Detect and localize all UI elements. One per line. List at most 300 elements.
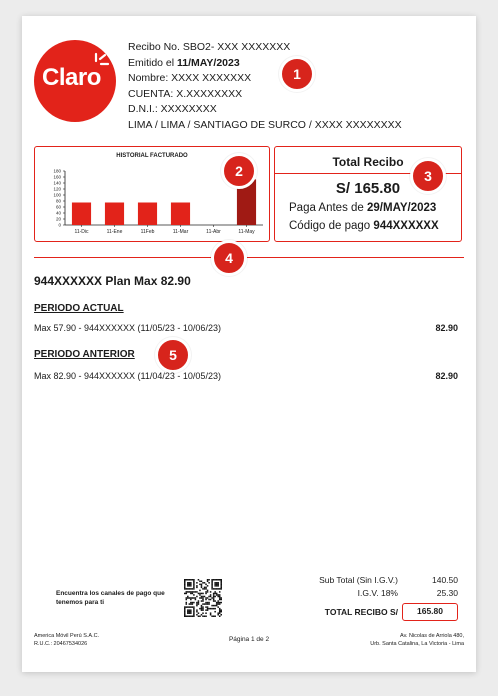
qr-module (220, 614, 222, 616)
qr-module (213, 596, 215, 598)
chart-bar (138, 203, 157, 226)
qr-module (186, 591, 188, 593)
y-tick-label: 60 (55, 204, 61, 210)
qr-module (202, 588, 204, 590)
qr-module (213, 588, 215, 590)
qr-module (216, 602, 218, 604)
qr-module (204, 603, 206, 605)
y-tick-label: 180 (53, 168, 61, 174)
qr-module (199, 594, 201, 596)
qr-module (189, 606, 191, 608)
qr-module (190, 582, 192, 584)
qr-module (196, 605, 198, 607)
qr-module (214, 588, 216, 590)
qr-module (220, 585, 222, 587)
qr-module (202, 606, 204, 608)
qr-module (190, 599, 192, 601)
qr-module (190, 606, 192, 608)
qr-module (187, 585, 189, 587)
qr-module (186, 602, 188, 604)
chart-title: HISTORIAL FACTURADO (116, 153, 188, 159)
qr-module (193, 585, 195, 587)
qr-module (205, 603, 207, 605)
qr-module (199, 615, 201, 617)
qr-module (207, 585, 209, 587)
qr-module (186, 597, 188, 599)
qr-module (207, 591, 209, 593)
qr-module (193, 581, 195, 583)
qr-module (205, 584, 207, 586)
qr-module (214, 611, 216, 613)
y-tick-label: 140 (53, 180, 61, 186)
qr-module (204, 587, 206, 589)
grand-total-row: TOTAL RECIBO S/ 165.80 (298, 603, 458, 621)
qr-module (193, 597, 195, 599)
qr-module (195, 599, 197, 601)
qr-module (187, 579, 189, 581)
qr-module (205, 588, 207, 590)
qr-module (187, 582, 189, 584)
qr-module (219, 615, 221, 617)
qr-module (201, 596, 203, 598)
qr-module (208, 603, 210, 605)
x-tick-label: 11-May (238, 229, 255, 235)
y-tick-label: 160 (53, 174, 61, 180)
qr-module (189, 585, 191, 587)
qr-module (193, 591, 195, 593)
qr-module (211, 605, 213, 607)
qr-module (193, 602, 195, 604)
qr-module (198, 612, 200, 614)
qr-module (207, 590, 209, 592)
qr-module (204, 588, 206, 590)
qr-module (190, 597, 192, 599)
qr-module (214, 596, 216, 598)
qr-module (214, 582, 216, 584)
qr-module (204, 615, 206, 617)
qr-module (216, 588, 218, 590)
grand-total-value: 165.80 (402, 603, 458, 621)
qr-module (186, 606, 188, 608)
qr-module (192, 602, 194, 604)
qr-module (202, 600, 204, 602)
qr-module (184, 611, 186, 613)
qr-module (193, 588, 195, 590)
qr-module (190, 593, 192, 595)
qr-module (219, 597, 221, 599)
qr-module (184, 579, 186, 581)
qr-module (193, 611, 195, 613)
qr-module (211, 587, 213, 589)
qr-module (210, 612, 212, 614)
qr-module (190, 609, 192, 611)
qr-module (190, 588, 192, 590)
qr-module (216, 579, 218, 581)
qr-module (217, 582, 219, 584)
account-number: CUENTA: X.XXXXXXXX (128, 87, 243, 100)
qr-module (205, 602, 207, 604)
x-tick-label: 11-Dic (74, 229, 89, 235)
qr-module (211, 597, 213, 599)
qr-module (210, 591, 212, 593)
plan-title: 944XXXXXX Plan Max 82.90 (34, 274, 191, 288)
qr-module (211, 588, 213, 590)
qr-module (201, 600, 203, 602)
qr-module (184, 593, 186, 595)
qr-module (217, 612, 219, 614)
qr-module (184, 608, 186, 610)
qr-module (220, 609, 222, 611)
qr-module (189, 597, 191, 599)
qr-module (186, 593, 188, 595)
qr-module (219, 588, 221, 590)
previous-period-heading: PERIODO ANTERIOR (34, 349, 135, 360)
qr-module (210, 599, 212, 601)
payment-code-row: Código de pago 944XXXXXX (289, 220, 439, 232)
qr-module (201, 585, 203, 587)
qr-module (214, 579, 216, 581)
qr-module (189, 579, 191, 581)
qr-module (196, 602, 198, 604)
qr-code-icon[interactable] (184, 579, 222, 617)
qr-module (187, 588, 189, 590)
qr-module (213, 608, 215, 610)
due-date-row: Paga Antes de 29/MAY/2023 (289, 202, 437, 214)
qr-module (199, 608, 201, 610)
qr-module (201, 584, 203, 586)
qr-module (211, 579, 213, 581)
issue-date: Emitido el 11/MAY/2023 (128, 56, 240, 69)
qr-module (186, 603, 188, 605)
qr-module (196, 591, 198, 593)
qr-module (217, 600, 219, 602)
qr-module (220, 597, 222, 599)
qr-module (192, 579, 194, 581)
qr-module (186, 588, 188, 590)
current-period-line (34, 323, 458, 333)
qr-module (219, 596, 221, 598)
receipt-page (22, 16, 476, 672)
qr-module (201, 587, 203, 589)
qr-module (219, 579, 221, 581)
marker-3: 3 (410, 158, 446, 194)
qr-module (198, 579, 200, 581)
qr-module (208, 579, 210, 581)
qr-module (217, 614, 219, 616)
qr-module (201, 593, 203, 595)
qr-module (184, 585, 186, 587)
qr-module (186, 615, 188, 617)
qr-module (201, 606, 203, 608)
qr-module (196, 611, 198, 613)
qr-module (198, 593, 200, 595)
qr-module (184, 588, 186, 590)
total-title: Total Recibo (332, 155, 404, 169)
qr-module (211, 582, 213, 584)
qr-module (219, 611, 221, 613)
y-tick-label: 120 (53, 186, 61, 192)
qr-module (189, 609, 191, 611)
qr-module (184, 609, 186, 611)
qr-module (202, 596, 204, 598)
qr-module (220, 611, 222, 613)
qr-module (190, 584, 192, 586)
qr-module (216, 593, 218, 595)
qr-module (219, 594, 221, 596)
qr-module (207, 602, 209, 604)
current-period-heading: PERIODO ACTUAL (34, 303, 124, 314)
y-tick-label: 40 (55, 210, 61, 216)
qr-module (193, 606, 195, 608)
total-amount: S/ 165.80 (335, 180, 401, 197)
subtotal-row: Sub Total (Sin I.G.V.) 140.50 (319, 574, 458, 585)
qr-module (211, 581, 213, 583)
qr-module (193, 579, 195, 581)
qr-module (189, 584, 191, 586)
qr-module (210, 614, 212, 616)
qr-module (213, 597, 215, 599)
qr-module (219, 603, 221, 605)
qr-module (193, 584, 195, 586)
qr-module (214, 615, 216, 617)
qr-module (196, 609, 198, 611)
qr-module (189, 615, 191, 617)
qr-module (192, 591, 194, 593)
qr-module (208, 608, 210, 610)
qr-module (198, 615, 200, 617)
qr-module (205, 606, 207, 608)
qr-module (220, 582, 222, 584)
qr-module (207, 609, 209, 611)
qr-module (192, 588, 194, 590)
x-tick-label: 11-Abr (206, 229, 221, 235)
y-tick-label: 20 (55, 216, 61, 222)
qr-module (211, 584, 213, 586)
qr-module (189, 591, 191, 593)
marker-1: 1 (279, 56, 315, 92)
previous-period-amount: 82.90 (435, 371, 458, 381)
qr-module (214, 593, 216, 595)
totals-summary (298, 573, 458, 621)
qr-module (193, 587, 195, 589)
y-tick-label: 0 (58, 222, 61, 228)
qr-module (201, 609, 203, 611)
qr-module (217, 596, 219, 598)
qr-module (190, 591, 192, 593)
qr-module (196, 596, 198, 598)
qr-module (190, 611, 192, 613)
qr-module (195, 597, 197, 599)
qr-module (187, 612, 189, 614)
qr-module (214, 591, 216, 593)
qr-module (184, 582, 186, 584)
qr-module (186, 599, 188, 601)
qr-module (198, 603, 200, 605)
qr-module (220, 588, 222, 590)
qr-module (186, 579, 188, 581)
qr-module (184, 581, 186, 583)
qr-module (217, 579, 219, 581)
qr-module (201, 597, 203, 599)
qr-module (202, 582, 204, 584)
qr-module (202, 609, 204, 611)
qr-module (201, 581, 203, 583)
payment-channels-text: Encuentra los canales de pago que tenemos para ti (56, 590, 165, 606)
qr-module (190, 615, 192, 617)
qr-module (187, 591, 189, 593)
qr-module (193, 594, 195, 596)
qr-module (220, 581, 222, 583)
qr-module (207, 579, 209, 581)
qr-module (192, 606, 194, 608)
qr-module (217, 602, 219, 604)
qr-module (217, 585, 219, 587)
qr-module (220, 602, 222, 604)
qr-module (214, 605, 216, 607)
qr-module (189, 582, 191, 584)
qr-module (184, 612, 186, 614)
qr-module (193, 609, 195, 611)
qr-module (214, 585, 216, 587)
qr-module (208, 602, 210, 604)
qr-module (202, 615, 204, 617)
qr-module (192, 615, 194, 617)
logo-text: Claro (42, 64, 101, 91)
marker-5: 5 (155, 337, 191, 373)
qr-module (216, 582, 218, 584)
qr-module (193, 612, 195, 614)
qr-module (199, 597, 201, 599)
qr-module (190, 579, 192, 581)
qr-module (189, 603, 191, 605)
qr-module (198, 602, 200, 604)
qr-module (187, 615, 189, 617)
qr-module (202, 608, 204, 610)
qr-module (217, 594, 219, 596)
qr-module (213, 605, 215, 607)
chart-bar (105, 203, 124, 226)
qr-module (207, 581, 209, 583)
qr-module (184, 614, 186, 616)
qr-module (213, 579, 215, 581)
qr-module (210, 608, 212, 610)
qr-module (213, 600, 215, 602)
qr-module (208, 582, 210, 584)
qr-module (204, 596, 206, 598)
qr-module (219, 599, 221, 601)
qr-module (208, 596, 210, 598)
qr-module (187, 611, 189, 613)
qr-module (205, 599, 207, 601)
current-period-amount: 82.90 (435, 323, 458, 333)
qr-module (213, 599, 215, 601)
qr-module (205, 612, 207, 614)
qr-module (211, 615, 213, 617)
qr-module (193, 615, 195, 617)
page-number: Página 1 de 2 (228, 636, 270, 643)
qr-module (205, 591, 207, 593)
qr-module (220, 599, 222, 601)
qr-module (205, 609, 207, 611)
qr-module (214, 600, 216, 602)
qr-module (187, 609, 189, 611)
qr-module (213, 594, 215, 596)
qr-module (199, 593, 201, 595)
qr-module (190, 585, 192, 587)
qr-module (187, 584, 189, 586)
qr-module (187, 597, 189, 599)
qr-module (207, 603, 209, 605)
customer-name: Nombre: XXXX XXXXXXX (128, 72, 252, 84)
qr-module (190, 612, 192, 614)
qr-module (189, 588, 191, 590)
qr-module (207, 597, 209, 599)
chart-bar (72, 203, 91, 226)
qr-module (216, 603, 218, 605)
qr-module (216, 585, 218, 587)
previous-period-line (34, 371, 458, 381)
qr-module (220, 587, 222, 589)
qr-module (184, 606, 186, 608)
qr-module (196, 603, 198, 605)
x-tick-label: 11Feb (140, 229, 155, 235)
qr-module (192, 593, 194, 595)
qr-module (207, 608, 209, 610)
previous-period-desc: Max 82.90 - 944XXXXXX (11/04/23 - 10/05/23) (34, 371, 221, 381)
qr-module (193, 614, 195, 616)
qr-module (184, 587, 186, 589)
qr-module (211, 585, 213, 587)
qr-module (202, 603, 204, 605)
qr-module (196, 585, 198, 587)
qr-module (214, 608, 216, 610)
qr-module (196, 614, 198, 616)
dni-number: D.N.I.: XXXXXXXX (128, 103, 217, 115)
footer-company: America Móvil Perú S.A.C. R.U.C.: 20467534026 (34, 633, 100, 647)
section-divider (34, 257, 464, 258)
qr-module (217, 606, 219, 608)
qr-module (205, 587, 207, 589)
qr-module (217, 603, 219, 605)
qr-module (208, 599, 210, 601)
qr-module (219, 608, 221, 610)
claro-logo (34, 40, 116, 122)
logo-rays-icon (90, 52, 110, 74)
y-tick-label: 100 (53, 192, 61, 198)
qr-module (199, 590, 201, 592)
qr-module (202, 593, 204, 595)
current-period-desc: Max 57.90 - 944XXXXXX (11/05/23 - 10/06/23) (34, 323, 221, 333)
receipt-number: Recibo No. SBO2- XXX XXXXXXX (128, 41, 291, 53)
qr-module (187, 606, 189, 608)
qr-module (202, 599, 204, 601)
qr-module (216, 605, 218, 607)
marker-4: 4 (211, 240, 247, 276)
qr-module (199, 584, 201, 586)
x-tick-label: 11-Mar (172, 229, 189, 235)
qr-module (210, 594, 212, 596)
qr-module (220, 579, 222, 581)
customer-address: LIMA / LIMA / SANTIAGO DE SURCO / XXXX XXXXXXXX (128, 118, 402, 131)
qr-module (187, 596, 189, 598)
qr-module (190, 603, 192, 605)
x-tick-label: 11-Ene (106, 229, 123, 235)
marker-2: 2 (221, 153, 257, 189)
qr-module (192, 597, 194, 599)
qr-module (196, 582, 198, 584)
qr-module (193, 582, 195, 584)
footer-address: Av. Nicolas de Arriola 480, Urb. Santa Catalina, La Victoria - Lima (370, 633, 464, 647)
